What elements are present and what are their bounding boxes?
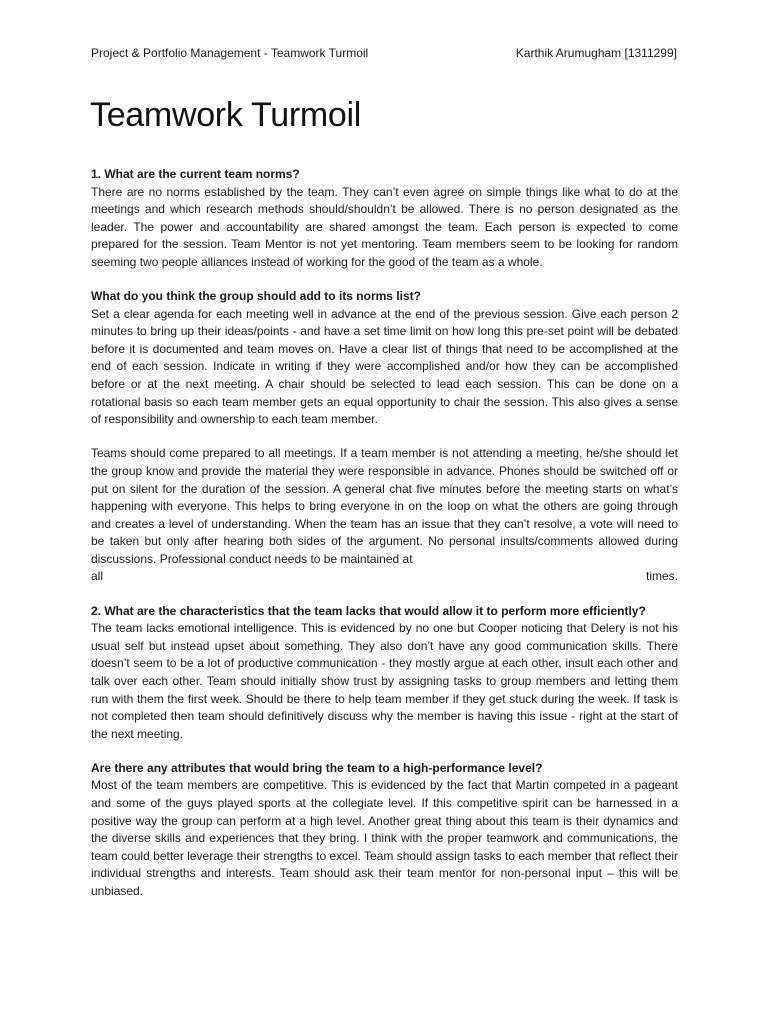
header-author: Karthik Arumugham [1311299]	[515, 46, 677, 60]
answer-paragraph: There are no norms established by the team. They can’t even agree on simple things like what to do at the meetings and which research methods should/shouldn’t be allowed. There is no person designated as the leader. The power and accountability are shared amongst the team. Each person is expected to come prepared for the session. Team Mentor is not yet mentoring. Team members seem to be looking for random seeming two people alliances instead of working for the good of the team as a whole.	[91, 184, 678, 269]
section-current-norms	[91, 166, 678, 272]
document-title: Teamwork Turmoil	[90, 96, 362, 134]
paragraph-last-line	[91, 568, 678, 586]
body-paragraph: Teams should come prepared to all meetings. If a team member is not attending a meeting, he/she should let the group know and provide the material they were responsible in advance. Phones should be switched off or put on silent for the duration of the session. A general chat five minutes before the meeting starts on what’s happening with everyone. This helps to bring everyone in on the loop on what the others are going through and creates a level of understanding. When the team has an issue that they can’t resolve, a vote will need to be taken but only after hearing both sides of the argument. No personal insults/comments allowed during discussions. Professional conduct needs to be maintained at	[91, 446, 678, 566]
section-meeting-conduct	[91, 445, 678, 586]
question-heading: 2. What are the characteristics that the team lacks that would allow it to perform more efficiently?	[91, 603, 646, 618]
question-heading: 1. What are the current team norms?	[91, 167, 300, 181]
page-header	[91, 45, 677, 61]
section-high-performance	[91, 760, 678, 901]
answer-paragraph: Most of the team members are competitive. This is evidenced by the fact that Martin competed in a pageant and some of the guys played sports at the collegiate level. If this competitive spirit can be harnessed in a positive way the group can perform at a high level. Another great thing about this team is their dynamics and the diverse skills and experiences that they bring. I think with the proper teamwork and communications, the team could better leverage their strengths to excel. Team should assign tasks to each member that reflect their individual strengths and interests. Team should ask their team mentor for non-personal input – this will be unbiased.	[91, 778, 678, 898]
last-line-start: all	[91, 569, 104, 584]
document-body	[91, 166, 678, 917]
section-team-lacks	[91, 603, 678, 744]
last-line-end: times.	[645, 569, 678, 584]
header-course-title: Project & Portfolio Management - Teamwork Turmoil	[91, 46, 369, 60]
question-heading: What do you think the group should add to its norms list?	[91, 289, 421, 304]
section-norms-additions	[91, 288, 678, 429]
question-heading: Are there any attributes that would bring the team to a high-performance level?	[91, 760, 543, 775]
answer-paragraph: Set a clear agenda for each meeting well in advance at the end of the previous session. Give each person 2 minutes to bring up their ideas/points - and have a set time limit on how long this pre-set point will be debated before it is documented and team moves on. Have a clear list of things that need to be accomplished at the end of each session. Indicate in writing if they were accomplished and/or how they can be accomplished before or at the next meeting. A chair should be selected to lead each session. This can be done on a rotational basis so each team member gets an equal opportunity to chair the session. This also gives a sense of responsibility and ownership to each team member.	[91, 306, 678, 427]
answer-paragraph: The team lacks emotional intelligence. This is evidenced by no one but Cooper noticing that Delery is not his usual self but instead upset about something. They also don’t have any good communication skills. There doesn’t seem to be a lot of productive communication - they mostly argue at each other, insult each other and talk over each other. Team should initially show trust by assigning tasks to group members and letting them run with them the first week. Should be there to help team member if they get stuck during the week. If task is not completed then team should definitively discuss why the member is having this issue - right at the start of the next meeting.	[91, 621, 678, 741]
